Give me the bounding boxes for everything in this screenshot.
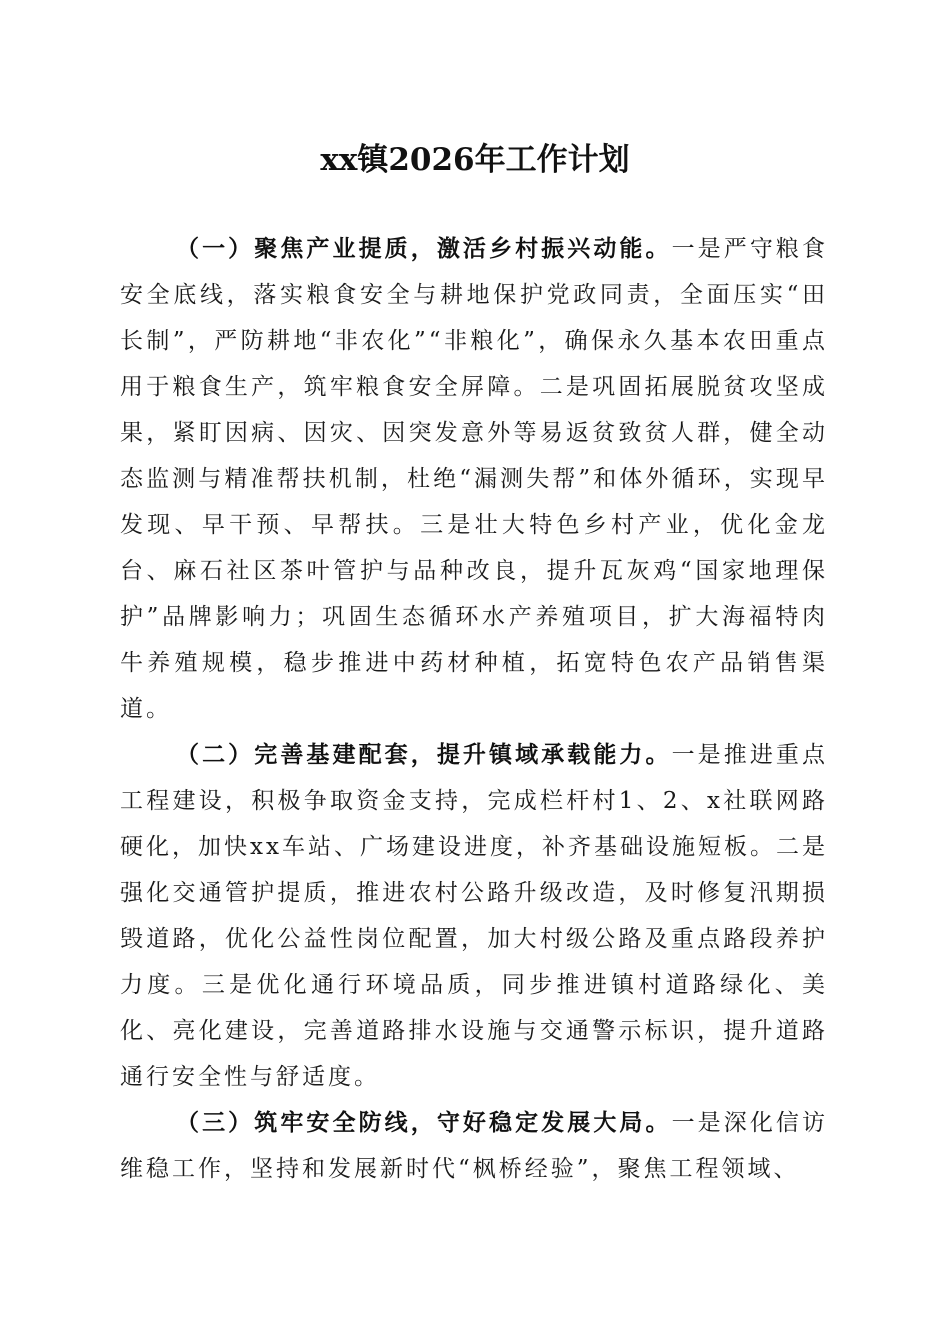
paragraph-1 [120,226,828,732]
paragraph-3 [120,1100,828,1192]
paragraph-2-text: 一是推进重点工程建设，积极争取资金支持，完成栏杆村1、2、x社联网路硬化，加快xx车站、广场建设进度，补齐基础设施短板。二是强化交通管护提质，推进农村公路升级改造，及时修复汛期损毁道路，优化公益性岗位配置，加大村级公路及重点路段养护力度。三是优化通行环境品质，同步推进镇村道路绿化、美化、亮化建设，完善道路排水设施与交通警示标识，提升道路通行安全性与舒适度。 [120,742,829,1090]
document-title: xx镇2026年工作计划 [320,142,630,178]
document-body [120,226,828,1192]
paragraph-1-text: 一是严守粮食安全底线，落实粮食安全与耕地保护党政同责，全面压实“田长制”，严防耕地“非农化”“非粮化”，确保永久基本农田重点用于粮食生产，筑牢粮食安全屏障。二是巩固拓展脱贫攻坚成果，紧盯因病、因灾、因突发意外等易返贫致贫人群，健全动态监测与精准帮扶机制，杜绝“漏测失帮”和体外循环，实现早发现、早干预、早帮扶。三是壮大特色乡村产业，优化金龙台、麻石社区茶叶管护与品种改良，提升瓦灰鸡“国家地理保护”品牌影响力；巩固生态循环水产养殖项目，扩大海福特肉牛养殖规模，稳步推进中药材种植，拓宽特色农产品销售渠道。 [120,236,829,722]
paragraph-2 [120,732,828,1100]
paragraph-1-heading: （一）聚焦产业提质，激活乡村振兴动能。 [176,235,672,262]
paragraph-3-heading: （三）筑牢安全防线，守好稳定发展大局。 [176,1109,672,1136]
paragraph-3-text: 一是深化信访维稳工作，坚持和发展新时代“枫桥经验”，聚焦工程领域、 [120,1110,829,1182]
paragraph-2-heading: （二）完善基建配套，提升镇域承载能力。 [176,741,672,768]
